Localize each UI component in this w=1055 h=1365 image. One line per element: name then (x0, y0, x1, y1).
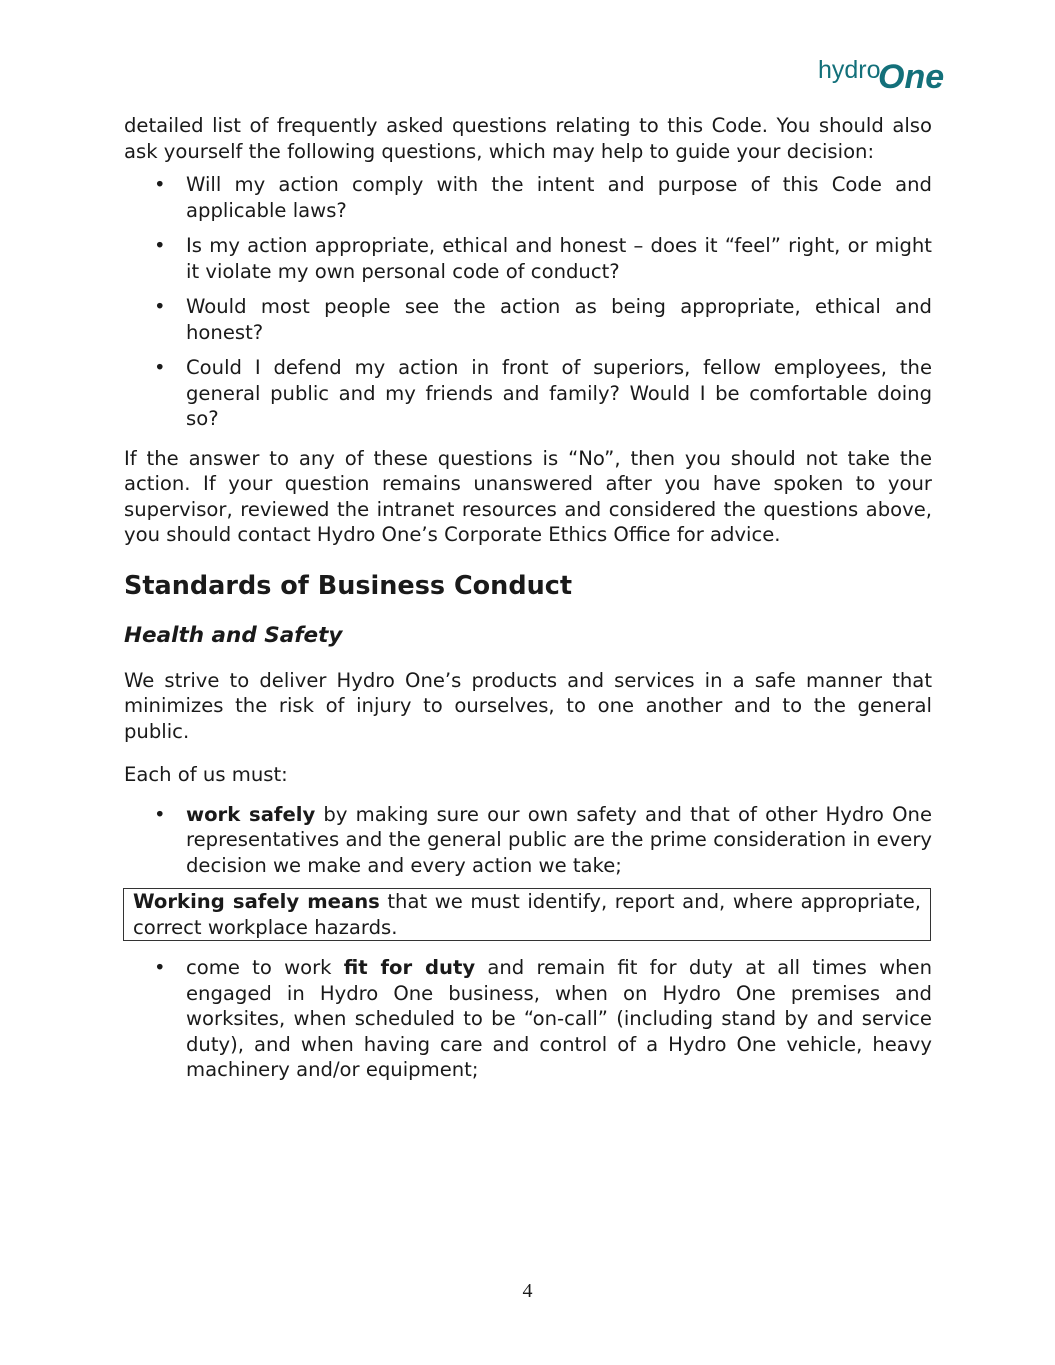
bullet-icon: • (154, 356, 166, 379)
subsection-heading: Health and Safety (124, 622, 343, 648)
list-item: • work safely by making sure our own safety and that of other Hydro One representatives and the general public are the prime consideration in every decision we make and every action we take; (154, 802, 933, 877)
callout-box: Working safely means that we must identify, report and, where appropriate, correct workplace hazards. (123, 888, 931, 941)
logo-hydro-text: hydro (818, 56, 881, 84)
bullet-icon: • (154, 173, 166, 196)
section-heading: Standards of Business Conduct (124, 570, 573, 601)
bullet-icon: • (154, 956, 166, 979)
list-item: • Is my action appropriate, ethical and honest – does it “feel” right, or might it violate my own personal code of conduct? (154, 234, 932, 283)
list-item: • Could I defend my action in front of superiors, fellow employees, the general public and my friends and family? Would I be comfortable doing so? (154, 356, 932, 430)
hydro-one-logo (818, 56, 945, 100)
document-body (124, 113, 932, 1093)
duties-list-continued (124, 955, 932, 1083)
intro-paragraph: detailed list of frequently asked questions relating to this Code. You should also ask yourself the following questions, which may help to guide your decision: (124, 114, 932, 163)
answer-paragraph: If the answer to any of these questions is “No”, then you should not take the action. If your question remains unanswered after you have spoken to your supervisor, reviewed the intranet resources and considered the questions above, you should contact Hydro One’s Corporate Ethics Office for advice. (124, 446, 932, 546)
strive-paragraph: We strive to deliver Hydro One’s products and services in a safe manner that minimizes the risk of injury to ourselves, to one another and to the general public. (124, 668, 932, 743)
duty-term: work safely (186, 802, 316, 826)
duties-list (124, 802, 932, 879)
list-item: • Would most people see the action as being appropriate, ethical and honest? (154, 295, 932, 344)
each-must-label: Each of us must: (124, 763, 288, 786)
list-item: • Will my action comply with the intent and purpose of this Code and applicable laws? (154, 173, 932, 222)
page-number: 4 (522, 1280, 533, 1302)
bullet-icon: • (154, 234, 166, 257)
bullet-icon: • (154, 295, 166, 318)
questions-list (124, 172, 932, 432)
list-item: • come to work fit for duty and remain fit for duty at all times when engaged in Hydro One business, when on Hydro One premises and worksites, when scheduled to be “on-call” (including stand by and service duty), and when having care and control of a Hydro One vehicle, heavy machinery and/or equipment; (154, 956, 932, 1081)
logo-one-text: One (878, 58, 945, 96)
bullet-icon: • (154, 802, 166, 826)
callout-term: Working safely means (133, 890, 380, 913)
duty-term: fit for duty (343, 956, 476, 979)
